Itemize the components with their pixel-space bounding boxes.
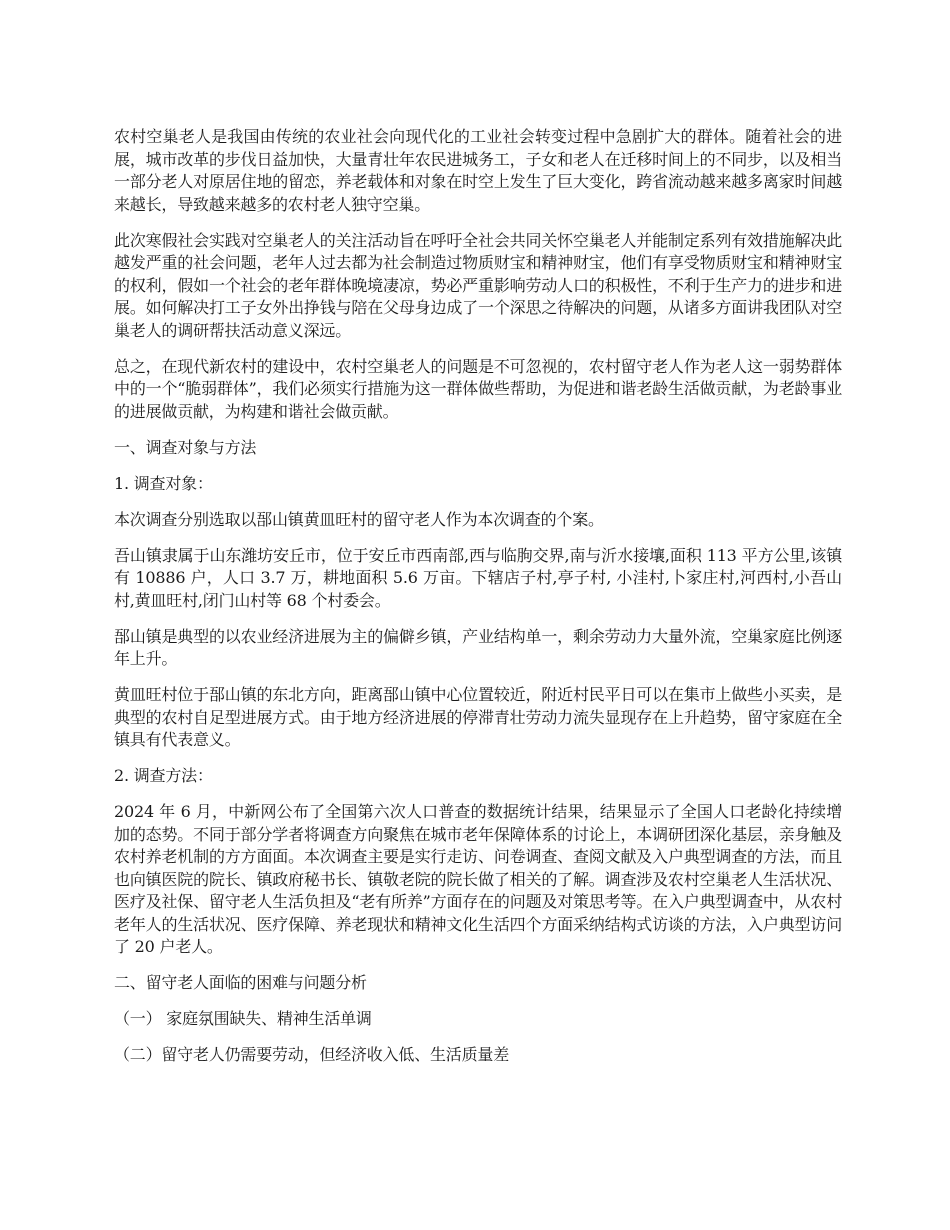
section-2-item-2: （二）留守老人仍需要劳动，但经济收入低、生活质量差	[114, 1045, 510, 1064]
subsection-1-paragraph-3: 郚山镇是典型的以农业经济进展为主的偏僻乡镇，产业结构单一，剩余劳动力大量外流，空巢家庭比例逐年上升。	[114, 626, 842, 668]
subsection-2-heading: 2. 调查方法：	[114, 766, 213, 785]
subsection-1-heading: 1. 调查对象：	[114, 473, 213, 493]
subsection-1-paragraph-2: 吾山镇隶属于山东潍坊安丘市，位于安丘市西南部,西与临朐交界,南与沂水接壤,面积 113 平方公里,该镇有 10886 户，人口 3.7 万，耕地面积 5.6 万亩。下辖店子村,亭子村, 小洼村,卜家庄村,河西村,小吾山村,黄皿旺村,闭门山村等 68 个村委会。	[114, 545, 842, 610]
section-2-heading: 二、留守老人面临的困难与问题分析	[114, 973, 367, 992]
intro-paragraph-1: 农村空巢老人是我国由传统的农业社会向现代化的工业社会转变过程中急剧扩大的群体。随着社会的进展，城市改革的步伐日益加快，大量青壮年农民进城务工，子女和老人在迁移时间上的不同步，以及相当一部分老人对原居住地的留恋，养老载体和对象在时空上发生了巨大变化，跨省流动越来越多离家时间越来越长，导致越来越多的农村老人独守空巢。	[114, 127, 842, 214]
subsection-1-paragraph-1: 本次调查分别选取以郚山镇黄皿旺村的留守老人作为本次调查的个案。	[114, 509, 604, 529]
subsection-2-paragraph-1: 2024 年 6 月，中新网公布了全国第六次人口普查的数据统计结果，结果显示了全国人口老龄化持续增加的态势。不同于部分学者将调查方向聚焦在城市老年保障体系的讨论上，本调研团深化基层，亲身触及农村养老机制的方方面面。本次调查主要是实行走访、问卷调查、查阅文献及入户典型调查的方法，而且也向镇医院的院长、镇政府秘书长、镇敬老院的院长做了相关的了解。调查涉及农村空巢老人生活状况、医疗及社保、留守老人生活负担及“老有所养”方面存在的问题及对策思考等。在入户典型调查中，从农村老年人的生活状况、医疗保障、养老现状和精神文化生活四个方面采纳结构式访谈的方法，入户典型访问了 20 户老人。	[114, 802, 842, 956]
intro-paragraph-2: 此次寒假社会实践对空巢老人的关注活动旨在呼吁全社会共同关怀空巢老人并能制定系列有效措施解决此越发严重的社会问题，老年人过去都为社会制造过物质财宝和精神财宝，他们有享受物质财宝和精神财宝的权利，假如一个社会的老年群体晚境凄凉，势必严重影响劳动人口的积极性，不利于生产力的进步和进展。如何解决打工子女外出挣钱与陪在父母身边成了一个深思之待解决的问题，从诸多方面讲我团队对空巢老人的调研帮扶活动意义深远。	[114, 230, 842, 340]
section-1-heading: 一、调查对象与方法	[114, 437, 257, 457]
document-page	[114, 126, 842, 1080]
intro-paragraph-3: 总之，在现代新农村的建设中，农村空巢老人的问题是不可忽视的，农村留守老人作为老人这一弱势群体中的一个“脆弱群体”，我们必须实行措施为这一群体做些帮助，为促进和谐老龄生活做贡献，为老龄事业的进展做贡献，为构建和谐社会做贡献。	[114, 356, 842, 421]
subsection-1-paragraph-4: 黄皿旺村位于郚山镇的东北方向，距离郚山镇中心位置较近，附近村民平日可以在集市上做些小买卖，是典型的农村自足型进展方式。由于地方经济进展的停滞青壮劳动力流失显现存在上升趋势，留守家庭在全镇具有代表意义。	[114, 685, 842, 749]
section-2-item-1: （一） 家庭氛围缺失、精神生活单调	[114, 1009, 372, 1028]
